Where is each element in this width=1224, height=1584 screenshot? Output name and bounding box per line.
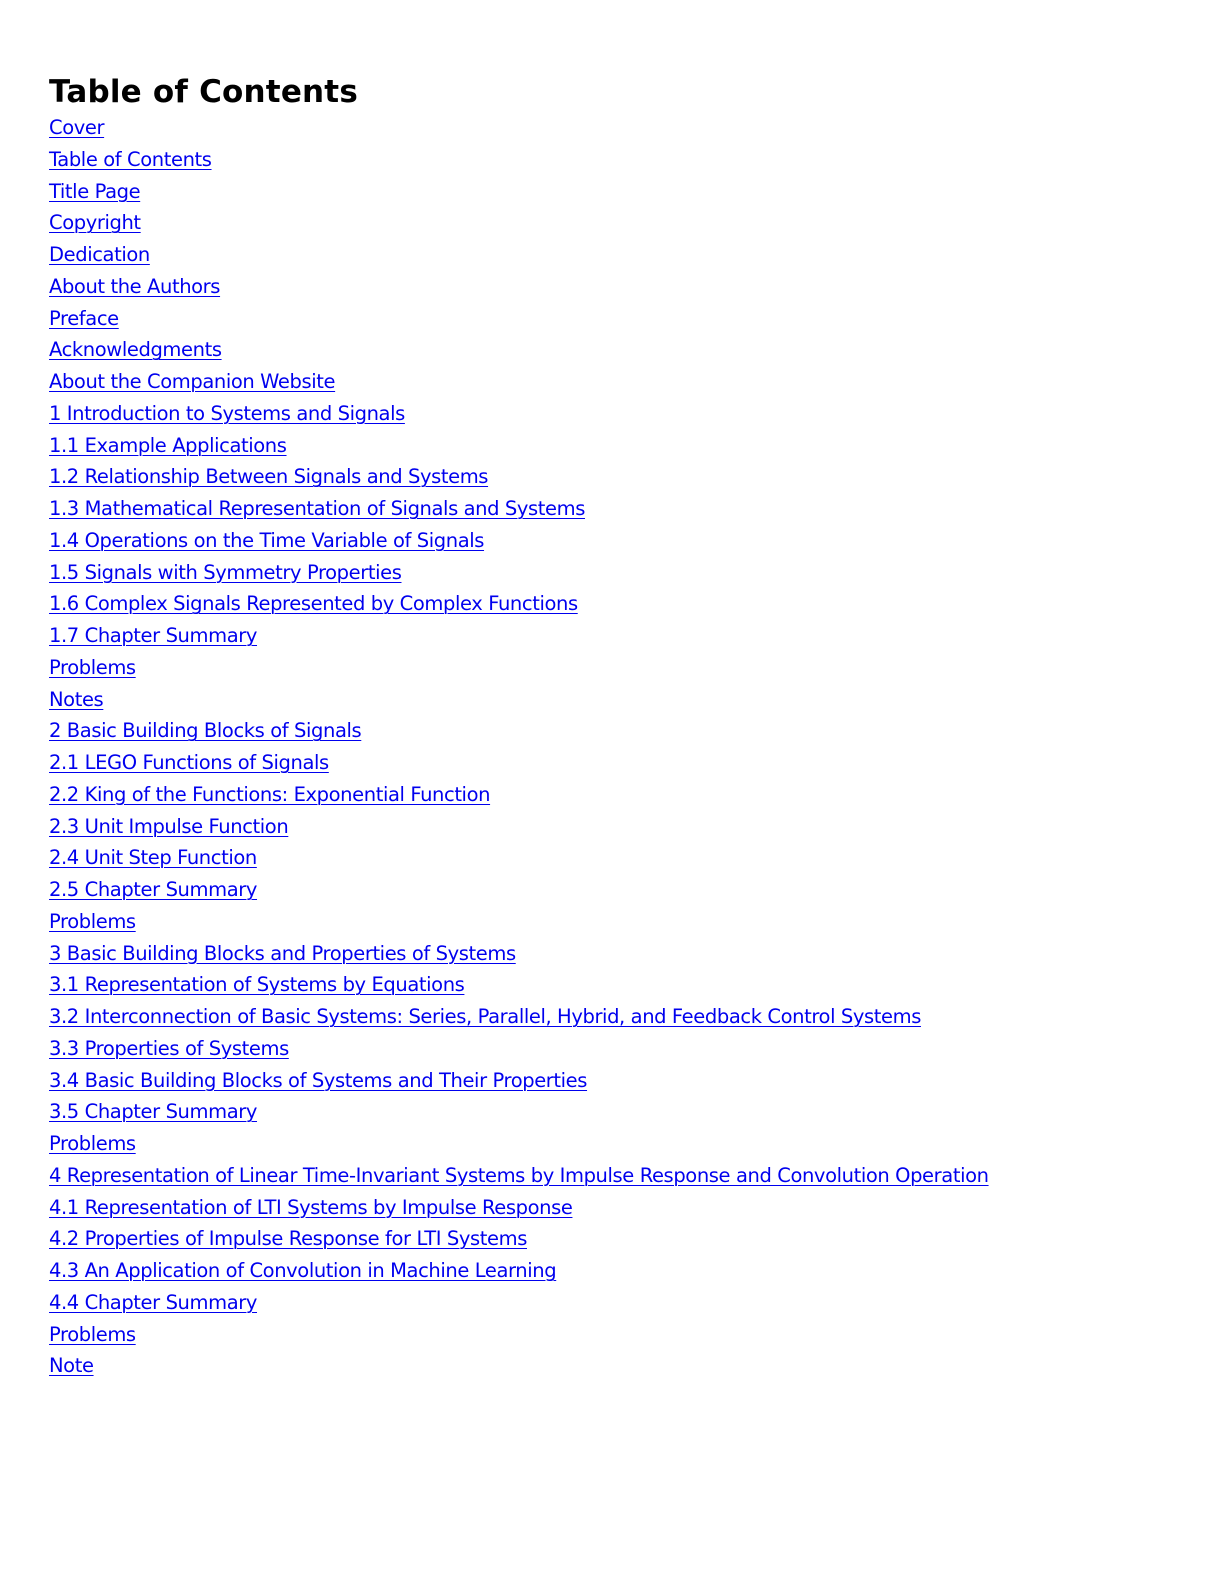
toc-entry	[49, 366, 1199, 398]
toc-link[interactable]: Title Page	[49, 179, 141, 203]
toc-link[interactable]: 4.3 An Application of Convolution in Machine Learning	[49, 1259, 557, 1282]
toc-entry	[49, 1096, 1199, 1128]
toc-entry	[49, 1287, 1199, 1319]
toc-link[interactable]: 1 Introduction to Systems and Signals	[49, 401, 405, 425]
toc-entry	[49, 271, 1199, 303]
toc-link[interactable]: 4.1 Representation of LTI Systems by Impulse Response	[49, 1195, 573, 1219]
toc-entry	[49, 461, 1199, 493]
toc-entry	[49, 779, 1199, 811]
toc-link[interactable]: 1.6 Complex Signals Represented by Complex Functions	[49, 592, 578, 616]
toc-entry	[49, 1192, 1199, 1224]
toc-entry	[49, 1128, 1199, 1160]
toc-link[interactable]: 1.2 Relationship Between Signals and Systems	[49, 465, 489, 489]
toc-page	[49, 72, 1199, 1382]
toc-entry	[49, 938, 1199, 970]
toc-entry	[49, 1065, 1199, 1097]
toc-entry	[49, 398, 1199, 430]
toc-link[interactable]: 2.5 Chapter Summary	[49, 878, 258, 901]
toc-link[interactable]: About the Companion Website	[49, 370, 336, 393]
toc-link[interactable]: 4.2 Properties of Impulse Response for LTI Systems	[49, 1227, 527, 1251]
toc-entry	[49, 525, 1199, 557]
page-title: Table of Contents	[49, 74, 358, 110]
toc-entry	[49, 239, 1199, 271]
toc-entry	[49, 811, 1199, 843]
toc-entry	[49, 1033, 1199, 1065]
toc-entry	[49, 684, 1199, 716]
toc-link[interactable]: 1.3 Mathematical Representation of Signals and Systems	[49, 497, 585, 520]
toc-entry	[49, 430, 1199, 462]
toc-link[interactable]: 1.4 Operations on the Time Variable of Signals	[49, 528, 485, 552]
toc-link[interactable]: Preface	[49, 306, 119, 330]
toc-link[interactable]: 2.4 Unit Step Function	[49, 846, 257, 870]
toc-link[interactable]: Copyright	[49, 211, 141, 235]
toc-link[interactable]: 2.1 LEGO Functions of Signals	[49, 751, 329, 774]
toc-entry	[49, 715, 1199, 747]
toc-entry	[49, 557, 1199, 589]
toc-link[interactable]: 3.5 Chapter Summary	[49, 1100, 258, 1124]
toc-link[interactable]: 2.3 Unit Impulse Function	[49, 814, 289, 838]
toc-link[interactable]: 1.1 Example Applications	[49, 433, 287, 457]
toc-entry	[49, 334, 1199, 366]
toc-link[interactable]: Acknowledgments	[49, 338, 222, 362]
toc-link[interactable]: 2.2 King of the Functions: Exponential Function	[49, 782, 491, 806]
toc-link[interactable]: Note	[49, 1354, 94, 1378]
toc-link[interactable]: 3.3 Properties of Systems	[49, 1036, 289, 1060]
toc-entry	[49, 176, 1199, 208]
toc-link[interactable]: 3 Basic Building Blocks and Properties of Systems	[49, 941, 516, 965]
toc-link[interactable]: 3.1 Representation of Systems by Equations	[49, 973, 465, 997]
toc-entry	[49, 1223, 1199, 1255]
toc-link[interactable]: Table of Contents	[49, 147, 212, 171]
toc-entry	[49, 874, 1199, 906]
toc-link[interactable]: 1.5 Signals with Symmetry Properties	[49, 560, 402, 584]
toc-link[interactable]: 3.4 Basic Building Blocks of Systems and Their Properties	[49, 1068, 588, 1092]
toc-entry	[49, 112, 1199, 144]
toc-entry	[49, 969, 1199, 1001]
toc-entry	[49, 1350, 1199, 1382]
toc-entry	[49, 493, 1199, 525]
toc-entry	[49, 747, 1199, 779]
toc-entry	[49, 144, 1199, 176]
toc-link[interactable]: 4 Representation of Linear Time-Invariant Systems by Impulse Response and Convolution Operation	[49, 1163, 989, 1187]
toc-link[interactable]: 4.4 Chapter Summary	[49, 1290, 258, 1314]
toc-list	[49, 112, 1199, 1382]
toc-link[interactable]: Problems	[49, 1322, 136, 1346]
toc-link[interactable]: 1.7 Chapter Summary	[49, 624, 258, 647]
toc-link[interactable]: 2 Basic Building Blocks of Signals	[49, 719, 362, 743]
toc-entry	[49, 1001, 1199, 1033]
toc-entry	[49, 207, 1199, 239]
toc-entry	[49, 1160, 1199, 1192]
toc-link[interactable]: Dedication	[49, 243, 150, 266]
toc-link[interactable]: Problems	[49, 1132, 136, 1155]
toc-link[interactable]: Cover	[49, 116, 105, 139]
toc-link[interactable]: Problems	[49, 909, 136, 933]
toc-entry	[49, 1319, 1199, 1351]
toc-entry	[49, 620, 1199, 652]
toc-entry	[49, 1255, 1199, 1287]
toc-entry	[49, 906, 1199, 938]
toc-link[interactable]: Notes	[49, 687, 104, 711]
toc-link[interactable]: Problems	[49, 655, 136, 679]
toc-entry	[49, 588, 1199, 620]
toc-entry	[49, 652, 1199, 684]
toc-link[interactable]: About the Authors	[49, 274, 221, 298]
toc-entry	[49, 303, 1199, 335]
toc-link[interactable]: 3.2 Interconnection of Basic Systems: Series, Parallel, Hybrid, and Feedback Control Systems	[49, 1005, 921, 1028]
toc-entry	[49, 842, 1199, 874]
